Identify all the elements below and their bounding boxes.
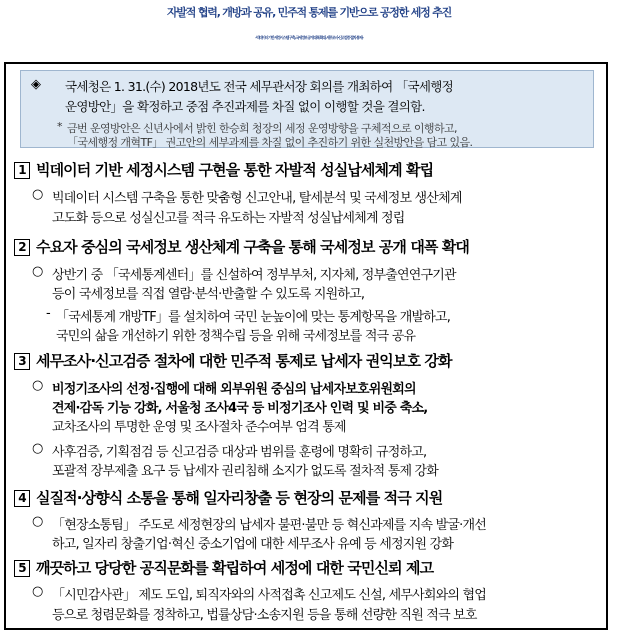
bullet-line: 비정기조사의 선정·집행에 대해 외부위원 중심의 납세자보호위원회의 [52, 382, 416, 397]
bullet-line: 국민의 삶을 개선하기 위한 정책수립 등을 위해 국세정보를 적극 공유 [56, 329, 416, 344]
bullet-line: 「현장소통팀」 주도로 세정현장의 납세자 불편·불만 등 혁신과제를 지속 발굴·개선 [52, 518, 486, 533]
section-title-4: 실질적·상향식 소통을 통해 일자리창출 등 현장의 문제를 적극 지원 [36, 489, 443, 507]
bullet-line: 고도화 등으로 성실신고를 적극 유도하는 자발적 성실납세체계 정립 [52, 211, 405, 226]
section-title-2: 수요자 중심의 국세정보 생산체계 구축을 통해 국세정보 공개 대폭 확대 [36, 238, 470, 256]
section-heading-2 [14, 236, 469, 257]
summary-line-2: 운영방안」을 확정하고 중점 추진과제를 차질 없이 이행할 것을 결의함. [65, 99, 425, 114]
bullet-marker: ○ [32, 514, 44, 529]
bullet-line: 교차조사의 투명한 운영 및 조사절차 준수여부 엄격 통제 [52, 420, 346, 435]
bullet-marker: ○ [32, 264, 44, 279]
bullet-marker: ○ [32, 584, 44, 599]
summary-line-1: 국세청은 1. 31.(수) 2018년도 전국 세무관서장 회의를 개최하여 「국세행정 [65, 79, 454, 94]
bullet-line: 등으로 청렴문화를 정착하고, 법률상담·소송지원 등을 통해 선량한 직원 적극 보호 [52, 608, 477, 623]
bullet-marker: - [46, 306, 51, 321]
summary-note-asterisk: * [57, 120, 62, 133]
page-title: 자발적 협력, 개방과 공유, 민주적 통제를 기반으로 공정한 세정 추진 [166, 6, 452, 19]
bullet-marker: ○ [32, 187, 44, 202]
bullet-line: 사후검증, 기획점검 등 신고검증 대상과 범위를 훈령에 명확히 규정하고, [52, 445, 427, 460]
section-number-3: 3 [14, 353, 30, 370]
section-heading-4 [14, 487, 442, 508]
summary-note-1: 금번 운영방안은 신년사에서 밝힌 한승희 청장의 세정 운영방향을 구체적으로 이행하고, [67, 122, 457, 135]
summary-box [20, 70, 594, 148]
diamond-bullet-icon: ◈ [31, 77, 41, 92]
bullet-marker: ○ [32, 378, 44, 393]
section-number-5: 5 [14, 560, 30, 577]
page-subtitle: - 빅데이터 기반 세정시스템 구축, 국세정보 공개 대폭 확대, 세무조사·신고검증 절차 통제 - [255, 35, 363, 40]
bullet-line: 등이 국세정보를 직접 열람·분석·반출할 수 있도록 지원하고, [52, 287, 365, 302]
bullet-line: 「국세통계 개방TF」를 설치하여 국민 눈높이에 맞는 통계항목을 개발하고, [56, 310, 451, 325]
section-heading-1 [14, 159, 433, 180]
section-title-5: 깨끗하고 당당한 공직문화를 확립하여 세정에 대한 국민신뢰 제고 [36, 559, 434, 577]
bullet-line: 견제·감독 기능 강화, 서울청 조사4국 등 비정기조사 인력 및 비중 축소, [52, 401, 428, 416]
section-number-1: 1 [14, 162, 30, 179]
section-title-1: 빅데이터 기반 세정시스템 구현을 통한 자발적 성실납세체계 확립 [36, 161, 434, 179]
section-title-3: 세무조사·신고검증 절차에 대한 민주적 통제로 납세자 권익보호 강화 [36, 352, 452, 370]
bullet-line: 포괄적 장부제출 요구 등 납세자 권리침해 소지가 없도록 절차적 통제 강화 [52, 464, 439, 479]
section-heading-5 [14, 557, 433, 578]
summary-note-2: 「국세행정 개혁TF」 권고안의 세부과제를 차질 없이 추진하기 위한 실천방안을 담고 있음. [67, 136, 473, 149]
bullet-line: 상반기 중 「국세통계센터」를 신설하여 정부부처, 지자체, 정부출연연구기관 [52, 268, 456, 283]
bullet-line: 하고, 일자리 창출기업·혁신 중소기업에 대한 세무조사 유예 등 세정지원 강화 [52, 537, 454, 552]
section-number-4: 4 [14, 490, 30, 507]
bullet-line: 빅데이터 시스템 구축을 통한 맞춤형 신고안내, 탈세분석 및 국세정보 생산체계 [52, 191, 462, 206]
bullet-marker: ○ [32, 441, 44, 456]
section-heading-3 [14, 350, 452, 371]
bullet-line: 「시민감사관」 제도 도입, 퇴직자와의 사적접촉 신고제도 신설, 세무사회와의 협업 [52, 588, 486, 603]
section-number-2: 2 [14, 239, 30, 256]
